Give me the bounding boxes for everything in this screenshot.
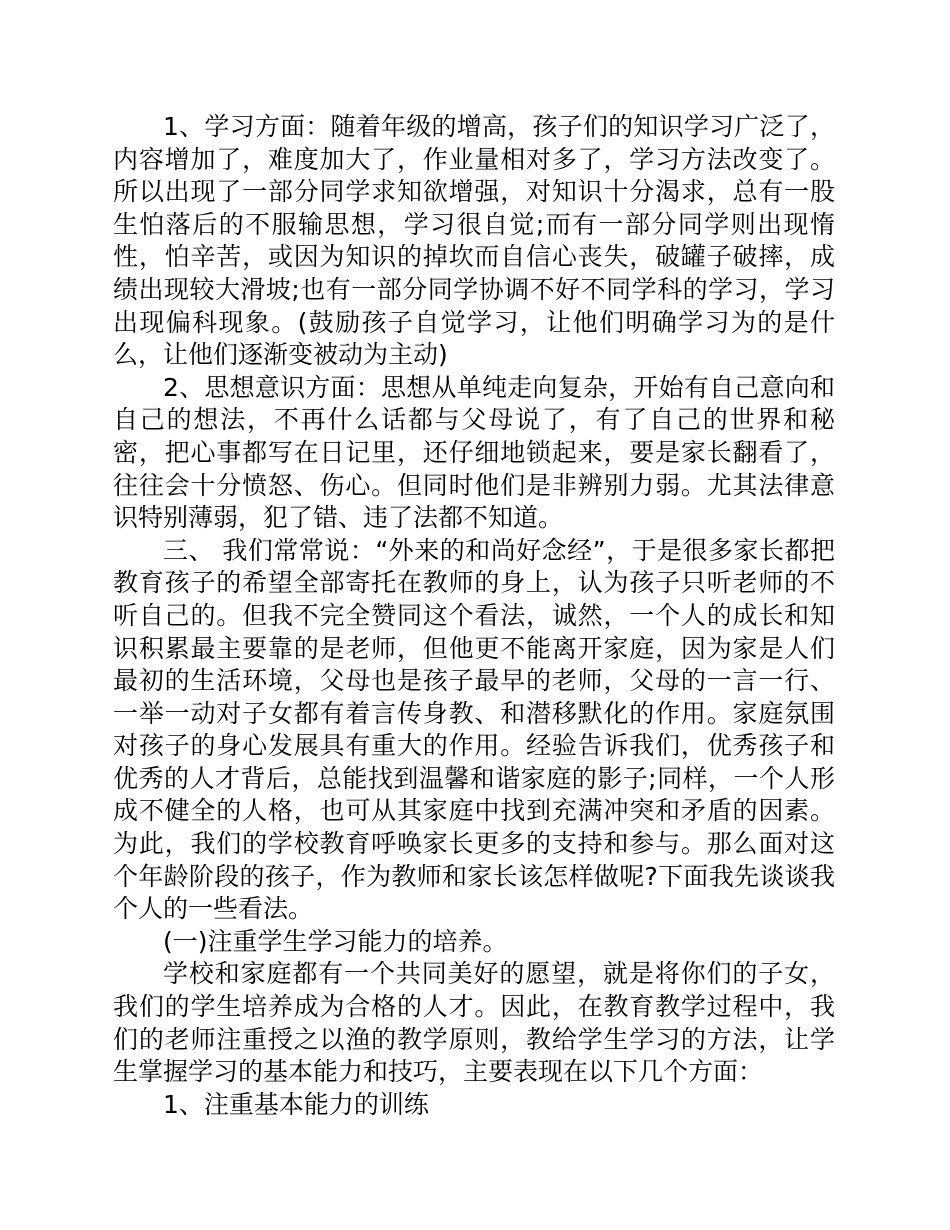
paragraph-family-education: 三、 我们常常说：“外来的和尚好念经”，于是很多家长都把教育孩子的希望全部寄托在教师的身上，认为孩子只听老师的不听自己的。但我不完全赞同这个看法，诚然，一个人的成长和知识积累最主要靠的是老师，但他更不能离开家庭，因为家是人们最初的生活环境，父母也是孩子最早的老师，父母的一言一行、一举一动对子女都有着言传身教、和潜移默化的作用。家庭氛围对孩子的身心发展具有重大的作用。经验告诉我们，优秀孩子和优秀的人才背后，总能找到温馨和谐家庭的影子;同样，一个人形成不健全的人格，也可从其家庭中找到充满冲突和矛盾的因素。为此，我们的学校教育呼唤家长更多的支持和参与。那么面对这个年龄阶段的孩子，作为教师和家长该怎样做呢?下面我先谈谈我个人的一些看法。 [113, 535, 835, 924]
subheading-basic-ability-training: 1、注重基本能力的训练 [163, 1089, 429, 1119]
section-heading-learning-ability: (一)注重学生学习能力的培养。 [163, 926, 508, 956]
paragraph-thinking-aspect: 2、思想意识方面：思想从单纯走向复杂，开始有自己意向和自己的想法，不再什么话都与父母说了，有了自己的世界和秘密，把心事都写在日记里，还仔细地锁起来，要是家长翻看了，往往会十分愤怒、伤心。但同时他们是非辨别力弱。尤其法律意识特别薄弱，犯了错、违了法都不知道。 [113, 372, 835, 533]
document-page [113, 111, 835, 1121]
paragraph-school-family-wish: 学校和家庭都有一个共同美好的愿望，就是将你们的子女，我们的学生培养成为合格的人才。因此，在教育教学过程中，我们的老师注重授之以渔的教学原则，教给学生学习的方法，让学生掌握学习的基本能力和技巧，主要表现在以下几个方面： [113, 959, 835, 1087]
paragraph-learning-aspect: 1、学习方面：随着年级的增高，孩子们的知识学习广泛了，内容增加了，难度加大了，作业量相对多了，学习方法改变了。所以出现了一部分同学求知欲增强，对知识十分渴求，总有一股生怕落后的不服输思想，学习很自觉;而有一部分同学则出现惰性，怕辛苦，或因为知识的掉坎而自信心丧失，破罐子破摔，成绩出现较大滑坡;也有一部分同学协调不好不同学科的学习，学习出现偏科现象。(鼓励孩子自觉学习，让他们明确学习为的是什么，让他们逐渐变被动为主动) [113, 112, 835, 370]
